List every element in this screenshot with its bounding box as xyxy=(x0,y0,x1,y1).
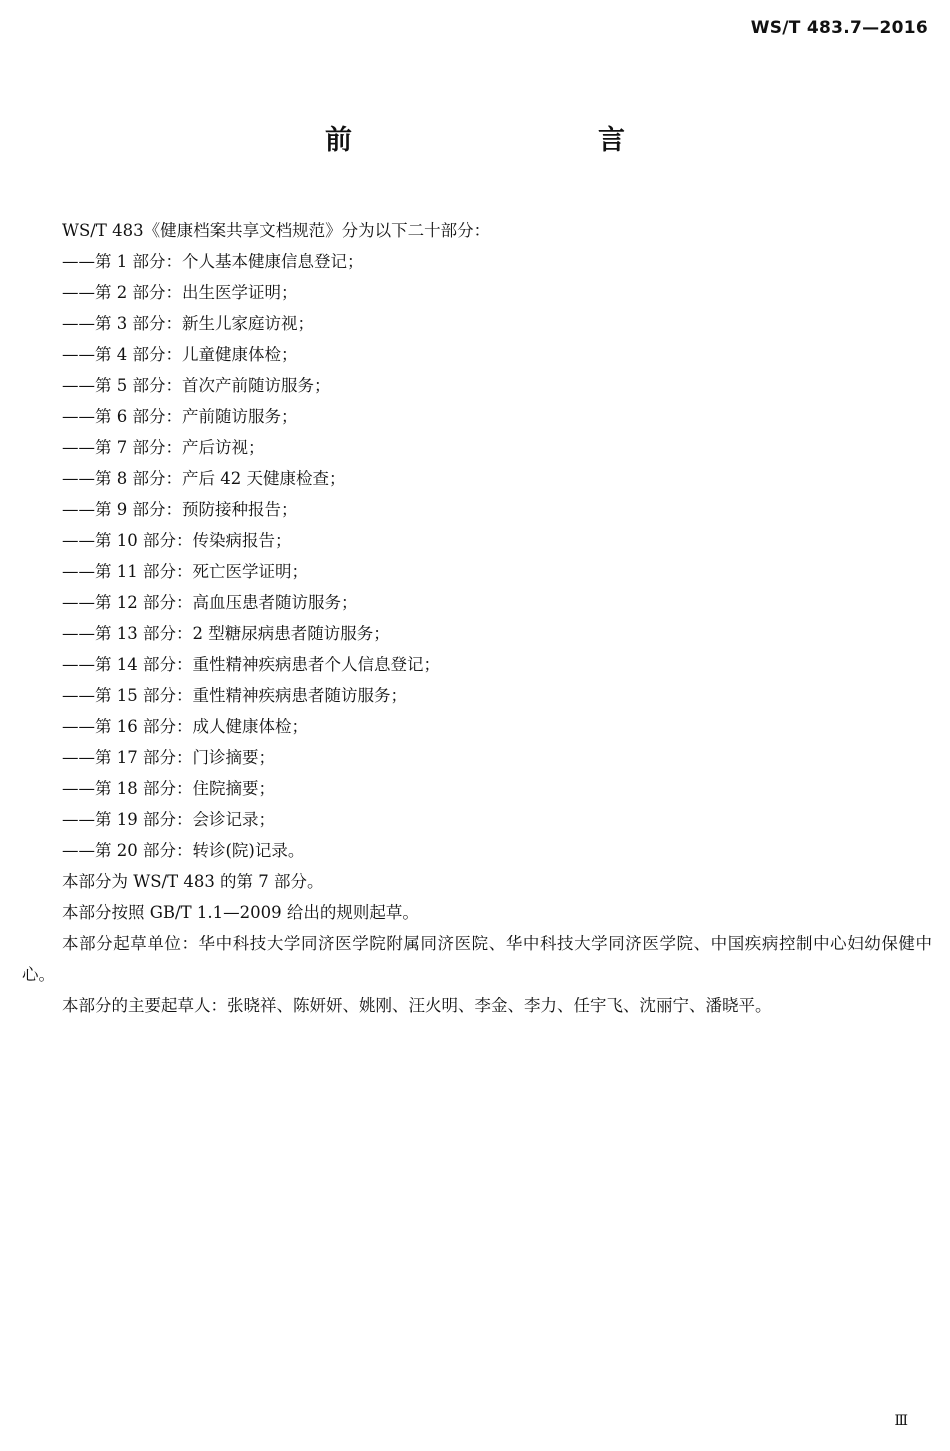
list-item: ——第 3 部分：新生儿家庭访视； xyxy=(62,314,314,333)
list-item: ——第 17 部分：门诊摘要； xyxy=(62,748,275,767)
list-item: ——第 12 部分：高血压患者随访服务； xyxy=(62,593,358,612)
list-item: ——第 15 部分：重性精神疾病患者随访服务； xyxy=(62,686,407,705)
list-item: ——第 10 部分：传染病报告； xyxy=(62,531,292,550)
page-number: Ⅲ xyxy=(894,1413,908,1429)
list-item: ——第 2 部分：出生医学证明； xyxy=(62,283,298,302)
list-item: ——第 11 部分：死亡医学证明； xyxy=(62,562,308,581)
drafting-rules-paragraph: 本部分按照 GB/T 1.1—2009 给出的规则起草。 xyxy=(62,903,419,922)
parts-list xyxy=(22,246,932,866)
list-item: ——第 5 部分：首次产前随访服务； xyxy=(62,376,331,395)
list-item: ——第 8 部分：产后 42 天健康检查； xyxy=(62,469,346,488)
list-item: ——第 7 部分：产后访视； xyxy=(62,438,265,457)
standard-code: WS/T 483.7—2016 xyxy=(750,18,928,38)
page-title: 前 言 xyxy=(325,125,689,156)
list-item: ——第 16 部分：成人健康体检； xyxy=(62,717,308,736)
drafting-units-paragraph: 本部分起草单位：华中科技大学同济医学院附属同济医院、华中科技大学同济医学院、中国疾病控制中心妇幼保健中心。 xyxy=(22,934,932,984)
list-item: ——第 9 部分：预防接种报告； xyxy=(62,500,298,519)
list-item: ——第 6 部分：产前随访服务； xyxy=(62,407,298,426)
foreword-body xyxy=(22,215,932,1021)
list-item: ——第 4 部分：儿童健康体检； xyxy=(62,345,298,364)
list-item: ——第 13 部分：2 型糖尿病患者随访服务； xyxy=(62,624,390,643)
drafters-paragraph: 本部分的主要起草人：张晓祥、陈妍妍、姚刚、汪火明、李金、李力、任宇飞、沈丽宁、潘晓平。 xyxy=(62,996,772,1015)
list-item: ——第 20 部分：转诊(院)记录。 xyxy=(62,841,305,860)
list-item: ——第 14 部分：重性精神疾病患者个人信息登记； xyxy=(62,655,440,674)
list-item: ——第 1 部分：个人基本健康信息登记； xyxy=(62,252,364,271)
part-statement-paragraph: 本部分为 WS/T 483 的第 7 部分。 xyxy=(62,872,324,891)
list-item: ——第 19 部分：会诊记录； xyxy=(62,810,275,829)
list-item: ——第 18 部分：住院摘要； xyxy=(62,779,275,798)
intro-paragraph: WS/T 483《健康档案共享文档规范》分为以下二十部分： xyxy=(62,221,491,240)
